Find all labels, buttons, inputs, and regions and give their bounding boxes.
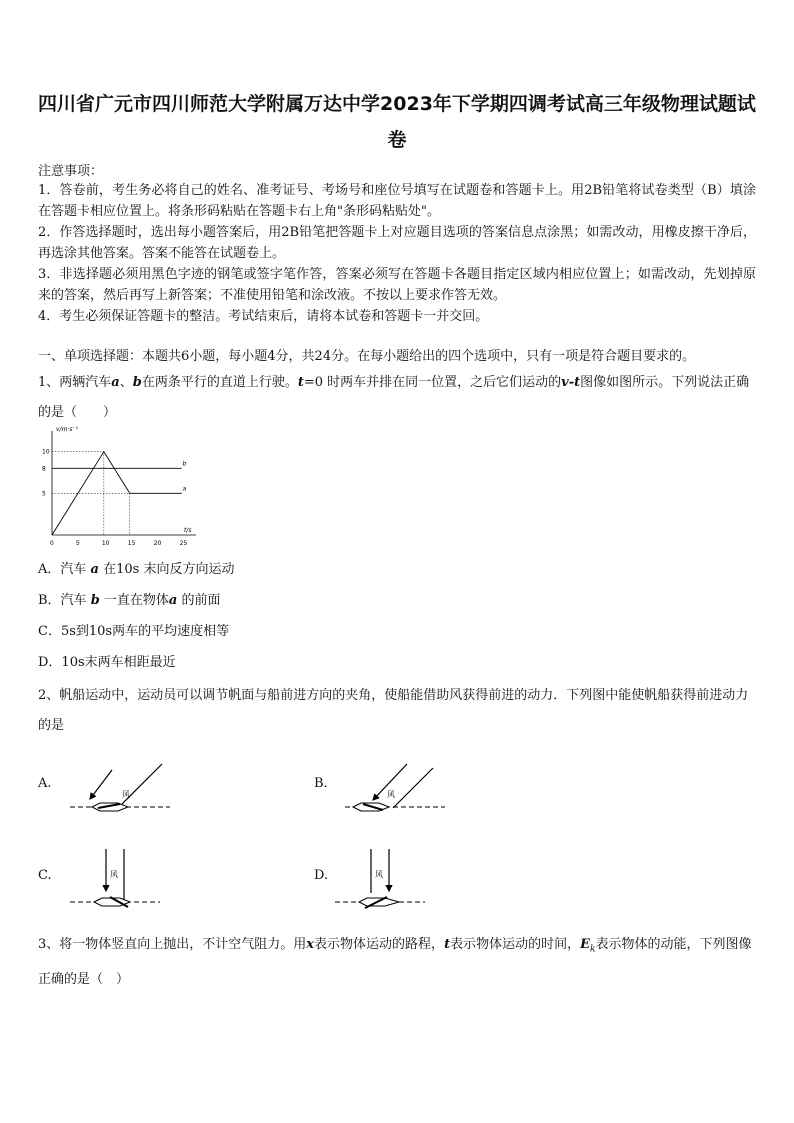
note-4: 4．考生必须保证答题卡的整洁。考试结束后，请将本试卷和答题卡一并交回。 [38, 309, 489, 324]
wind-label: 风 [387, 790, 395, 799]
sail-diagram-a [70, 760, 180, 820]
notes-heading: 注意事项： [38, 164, 104, 179]
x-tick-label: 15 [127, 540, 136, 547]
question-1-option-c[interactable]: C．5s到10s两车的平均速度相等 [38, 624, 230, 639]
wind-label: 风 [375, 870, 383, 879]
question-1-option-d[interactable]: D．10s末两车相距最近 [38, 655, 176, 670]
vt-chart [30, 426, 200, 550]
y-tick-label: 8 [42, 465, 46, 473]
page-title: 四川省广元市四川师范大学附属万达中学2023年下学期四调考试高三年级物理试题试卷 [38, 93, 756, 151]
note-2: 2．作答选择题时，选出每小题答案后，用2B铅笔把答题卡上对应题目选项的答案信息点涂黑；如需改动，用橡皮擦干净后，再选涂其他答案。答案不能答在试题卷上。 [38, 225, 756, 261]
section-heading: 一、单项选择题：本题共6小题，每小题4分，共24分。在每小题给出的四个选项中，只有一项是符合题目要求的。 [38, 349, 696, 364]
x-tick-label: 20 [153, 540, 162, 547]
x-tick-label: 0 [50, 540, 54, 547]
question-2-option-d[interactable]: D. [314, 868, 329, 883]
question-1-option-a[interactable]: A．汽车 a 在10s 末向反方向运动 [38, 562, 235, 577]
y-tick-label: 10 [42, 448, 50, 456]
wind-label: 风 [122, 790, 130, 799]
sail-diagram-d [335, 845, 445, 915]
series-label-b: b [182, 460, 187, 468]
x-tick-label: 10 [101, 540, 110, 547]
y-axis-label: v/m·s⁻¹ [56, 426, 79, 433]
series-label-a: a [182, 485, 187, 493]
x-tick-label: 5 [75, 540, 80, 547]
note-3: 3．非选择题必须用黑色字迹的钢笔或签字笔作答，答案必须写在答题卡各题目指定区域内相应位置上；如需改动，先划掉原来的答案，然后再写上新答案；不准使用铅笔和涂改液。不按以上要求作答无效。 [38, 267, 756, 303]
question-1-option-b[interactable]: B．汽车 b 一直在物体a 的前面 [38, 593, 221, 608]
question-1-text: 1、两辆汽车a、b在两条平行的直道上行驶。t=0 时两车并排在同一位置，之后它们运动的v-t图像如图所示。下列说法正确的是（ ） [38, 375, 750, 420]
sail-diagram-c [70, 845, 180, 915]
x-axis-label: t/s [184, 527, 192, 534]
y-tick-label: 5 [42, 490, 46, 498]
question-2-option-c[interactable]: C. [38, 868, 52, 883]
sail-diagram-b [345, 760, 455, 820]
question-2-text: 2、帆船运动中，运动员可以调节帆面与船前进方向的夹角，使船能借助风获得前进的动力．下列图中能使帆船获得前进动力的是 [38, 688, 749, 733]
question-2-option-b[interactable]: B. [314, 776, 328, 791]
note-1: 1．答卷前，考生务必将自己的姓名、准考证号、考场号和座位号填写在试题卷和答题卡上。用2B铅笔将试卷类型（B）填涂在答题卡相应位置上。将条形码粘贴在答题卡右上角"条形码粘贴处"。 [38, 183, 756, 219]
question-2-option-a[interactable]: A. [38, 776, 52, 791]
question-3-text: 3、将一物体竖直向上抛出，不计空气阻力。用x表示物体运动的路程，t表示物体运动的时间，$E_k$表示物体的动能，下列图像正确的是（ ） [38, 937, 752, 987]
wind-label: 风 [110, 870, 118, 879]
x-tick-label: 25 [179, 540, 188, 547]
